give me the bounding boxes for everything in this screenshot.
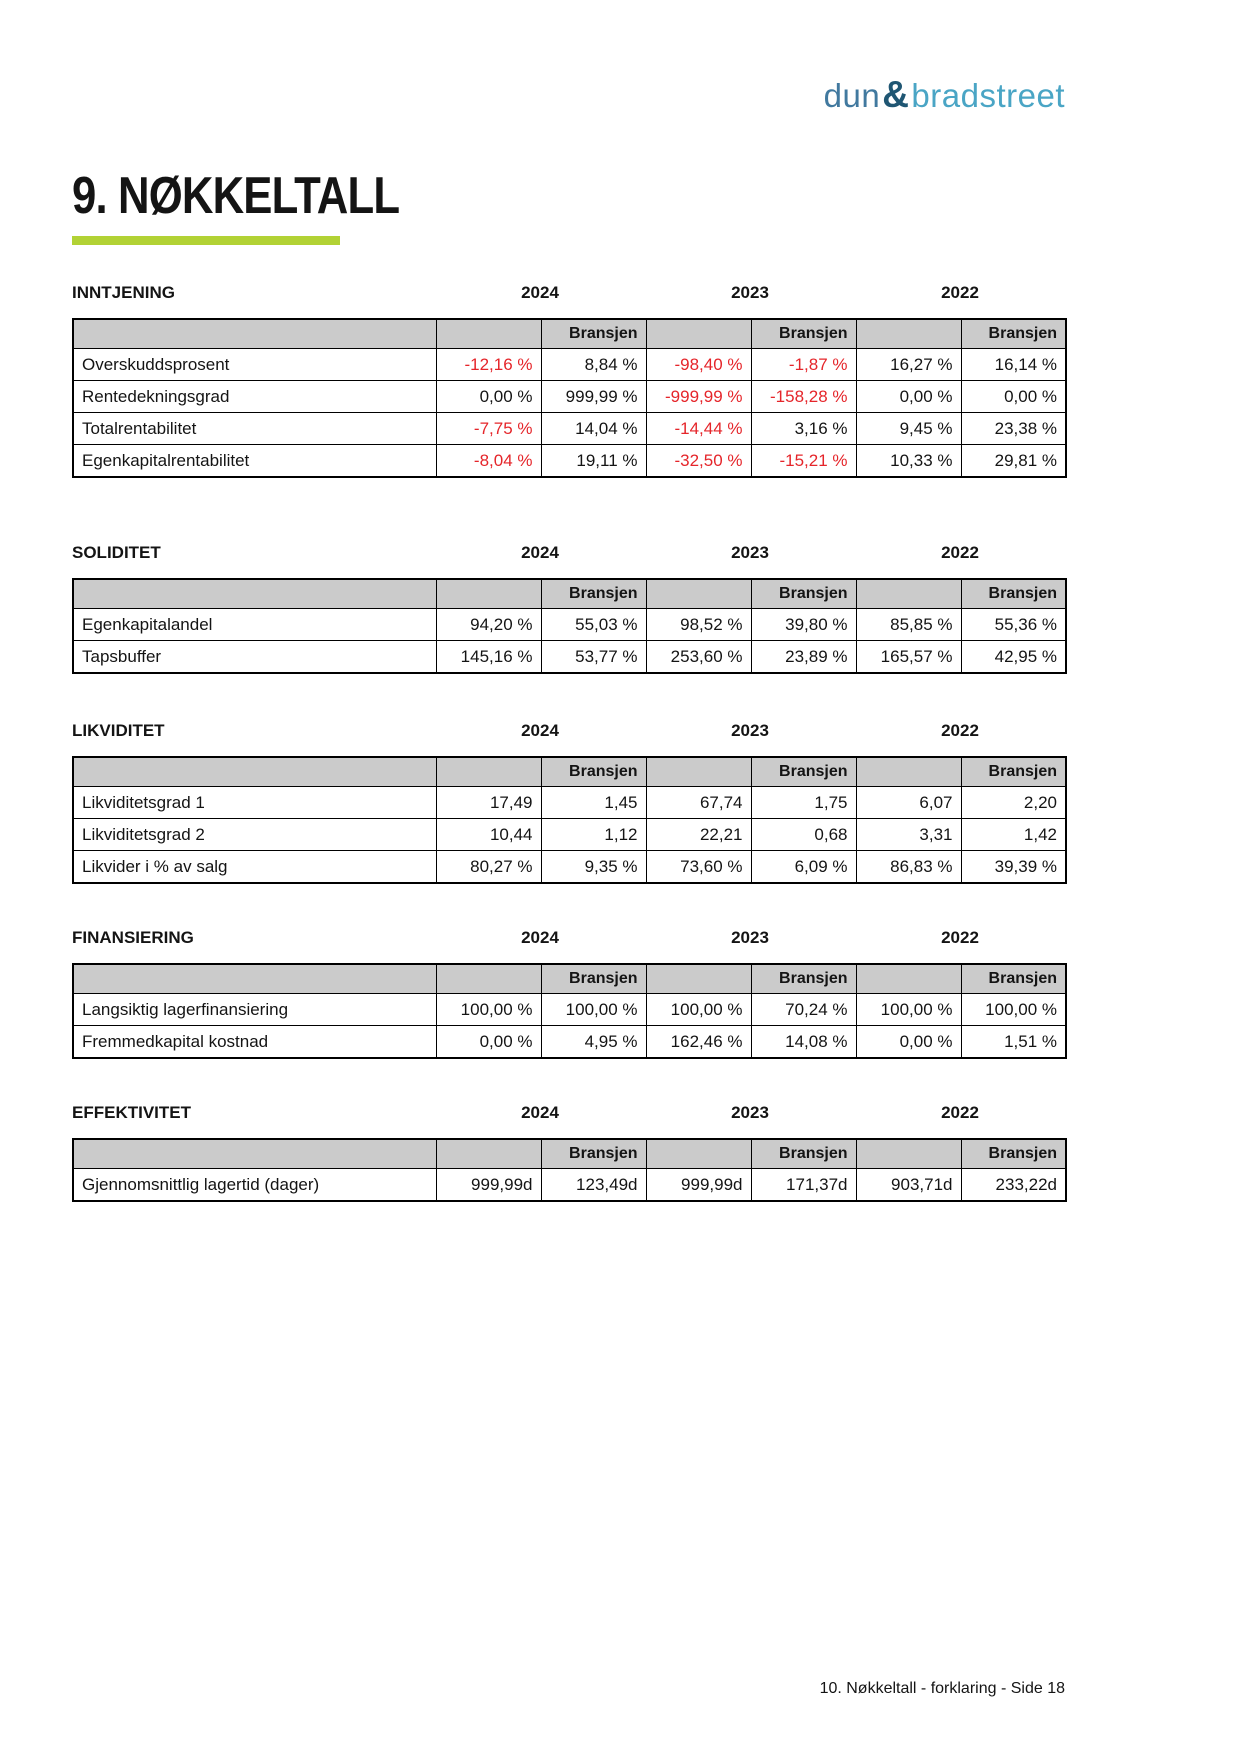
- value-cell: 1,75: [751, 787, 856, 819]
- section-header: [72, 543, 1065, 567]
- bransjen-header-cell: Bransjen: [751, 964, 856, 994]
- empty-header-cell: [646, 319, 751, 349]
- table-subheader-row: [73, 579, 1066, 609]
- value-cell: 171,37d: [751, 1169, 856, 1202]
- kpi-table: [72, 318, 1067, 478]
- bransjen-header-cell: Bransjen: [541, 1139, 646, 1169]
- table-subheader-row: [73, 964, 1066, 994]
- bransjen-header-cell: Bransjen: [541, 579, 646, 609]
- metric-label-cell: Rentedekningsgrad: [73, 381, 436, 413]
- value-cell: 9,35 %: [541, 851, 646, 884]
- empty-header-cell: [856, 319, 961, 349]
- table-row: [73, 641, 1066, 674]
- value-cell: 100,00 %: [856, 994, 961, 1026]
- section-header: [72, 1103, 1065, 1127]
- year-label: 2024: [521, 721, 559, 740]
- metric-label-cell: Likviditetsgrad 1: [73, 787, 436, 819]
- value-cell: 14,04 %: [541, 413, 646, 445]
- value-cell: 253,60 %: [646, 641, 751, 674]
- year-label: 2023: [731, 721, 769, 740]
- value-cell: 0,00 %: [856, 381, 961, 413]
- empty-header-cell: [436, 319, 541, 349]
- title-accent-bar: [72, 236, 340, 245]
- table-row: [73, 445, 1066, 478]
- table-row: [73, 349, 1066, 381]
- empty-header-cell: [856, 1139, 961, 1169]
- year-label: 2023: [731, 1103, 769, 1122]
- table-row: [73, 609, 1066, 641]
- value-cell: 100,00 %: [646, 994, 751, 1026]
- value-cell: -15,21 %: [751, 445, 856, 478]
- section-header: [72, 928, 1065, 952]
- empty-header-cell: [73, 964, 436, 994]
- section-soliditet: [72, 543, 1065, 674]
- metric-label-cell: Overskuddsprosent: [73, 349, 436, 381]
- value-cell: 100,00 %: [961, 994, 1066, 1026]
- value-cell: 70,24 %: [751, 994, 856, 1026]
- value-cell: 0,68: [751, 819, 856, 851]
- value-cell: -14,44 %: [646, 413, 751, 445]
- year-label: 2022: [941, 1103, 979, 1122]
- value-cell: 1,45: [541, 787, 646, 819]
- value-cell: 1,12: [541, 819, 646, 851]
- section-effektivitet: [72, 1103, 1065, 1202]
- kpi-table: [72, 578, 1067, 674]
- section-title: SOLIDITET: [72, 543, 161, 562]
- empty-header-cell: [646, 964, 751, 994]
- bransjen-header-cell: Bransjen: [751, 757, 856, 787]
- value-cell: 0,00 %: [436, 381, 541, 413]
- value-cell: 29,81 %: [961, 445, 1066, 478]
- bransjen-header-cell: Bransjen: [961, 579, 1066, 609]
- value-cell: 39,80 %: [751, 609, 856, 641]
- year-label: 2023: [731, 928, 769, 947]
- bransjen-header-cell: Bransjen: [541, 757, 646, 787]
- value-cell: 39,39 %: [961, 851, 1066, 884]
- logo-ampersand-icon: &: [882, 74, 910, 115]
- table-row: [73, 994, 1066, 1026]
- value-cell: 23,89 %: [751, 641, 856, 674]
- value-cell: 1,42: [961, 819, 1066, 851]
- year-label: 2022: [941, 543, 979, 562]
- bransjen-header-cell: Bransjen: [751, 319, 856, 349]
- empty-header-cell: [856, 757, 961, 787]
- empty-header-cell: [646, 757, 751, 787]
- empty-header-cell: [73, 579, 436, 609]
- value-cell: 23,38 %: [961, 413, 1066, 445]
- value-cell: 53,77 %: [541, 641, 646, 674]
- empty-header-cell: [436, 757, 541, 787]
- table-row: [73, 1169, 1066, 1202]
- value-cell: 162,46 %: [646, 1026, 751, 1059]
- metric-label-cell: Likviditetsgrad 2: [73, 819, 436, 851]
- value-cell: 98,52 %: [646, 609, 751, 641]
- value-cell: -32,50 %: [646, 445, 751, 478]
- metric-label-cell: Totalrentabilitet: [73, 413, 436, 445]
- empty-header-cell: [73, 757, 436, 787]
- metric-label-cell: Gjennomsnittlig lagertid (dager): [73, 1169, 436, 1202]
- table-row: [73, 819, 1066, 851]
- metric-label-cell: Langsiktig lagerfinansiering: [73, 994, 436, 1026]
- year-label: 2022: [941, 721, 979, 740]
- value-cell: -999,99 %: [646, 381, 751, 413]
- value-cell: 100,00 %: [541, 994, 646, 1026]
- value-cell: 3,16 %: [751, 413, 856, 445]
- year-label: 2024: [521, 543, 559, 562]
- table-row: [73, 787, 1066, 819]
- value-cell: 999,99d: [436, 1169, 541, 1202]
- value-cell: 6,09 %: [751, 851, 856, 884]
- empty-header-cell: [436, 579, 541, 609]
- value-cell: 2,20: [961, 787, 1066, 819]
- empty-header-cell: [73, 319, 436, 349]
- table-row: [73, 413, 1066, 445]
- bransjen-header-cell: Bransjen: [961, 757, 1066, 787]
- metric-label-cell: Egenkapitalandel: [73, 609, 436, 641]
- value-cell: -7,75 %: [436, 413, 541, 445]
- value-cell: 4,95 %: [541, 1026, 646, 1059]
- empty-header-cell: [436, 964, 541, 994]
- value-cell: 22,21: [646, 819, 751, 851]
- value-cell: 73,60 %: [646, 851, 751, 884]
- value-cell: 165,57 %: [856, 641, 961, 674]
- value-cell: -8,04 %: [436, 445, 541, 478]
- kpi-table: [72, 963, 1067, 1059]
- value-cell: 0,00 %: [961, 381, 1066, 413]
- value-cell: 67,74: [646, 787, 751, 819]
- table-row: [73, 381, 1066, 413]
- table-row: [73, 851, 1066, 884]
- value-cell: 3,31: [856, 819, 961, 851]
- section-header: [72, 721, 1065, 745]
- empty-header-cell: [646, 1139, 751, 1169]
- empty-header-cell: [646, 579, 751, 609]
- section-title: INNTJENING: [72, 283, 175, 302]
- section-inntjening: [72, 283, 1065, 478]
- table-subheader-row: [73, 757, 1066, 787]
- value-cell: -158,28 %: [751, 381, 856, 413]
- value-cell: 10,33 %: [856, 445, 961, 478]
- section-title: EFFEKTIVITET: [72, 1103, 191, 1122]
- metric-label-cell: Egenkapitalrentabilitet: [73, 445, 436, 478]
- value-cell: 0,00 %: [856, 1026, 961, 1059]
- section-likviditet: [72, 721, 1065, 884]
- empty-header-cell: [856, 579, 961, 609]
- value-cell: 8,84 %: [541, 349, 646, 381]
- value-cell: 6,07: [856, 787, 961, 819]
- value-cell: 999,99 %: [541, 381, 646, 413]
- year-label: 2024: [521, 1103, 559, 1122]
- value-cell: 42,95 %: [961, 641, 1066, 674]
- section-finansiering: [72, 928, 1065, 1059]
- value-cell: 1,51 %: [961, 1026, 1066, 1059]
- value-cell: 85,85 %: [856, 609, 961, 641]
- year-label: 2022: [941, 283, 979, 302]
- value-cell: 999,99d: [646, 1169, 751, 1202]
- bransjen-header-cell: Bransjen: [751, 1139, 856, 1169]
- value-cell: 14,08 %: [751, 1026, 856, 1059]
- value-cell: 16,27 %: [856, 349, 961, 381]
- value-cell: 55,36 %: [961, 609, 1066, 641]
- value-cell: 86,83 %: [856, 851, 961, 884]
- empty-header-cell: [436, 1139, 541, 1169]
- dnb-logo: [824, 74, 1065, 116]
- section-header: [72, 283, 1065, 307]
- table-row: [73, 1026, 1066, 1059]
- bransjen-header-cell: Bransjen: [751, 579, 856, 609]
- value-cell: 233,22d: [961, 1169, 1066, 1202]
- logo-bradstreet: bradstreet: [911, 77, 1065, 114]
- value-cell: -12,16 %: [436, 349, 541, 381]
- empty-header-cell: [73, 1139, 436, 1169]
- metric-label-cell: Fremmedkapital kostnad: [73, 1026, 436, 1059]
- value-cell: 94,20 %: [436, 609, 541, 641]
- section-title: LIKVIDITET: [72, 721, 165, 740]
- year-label: 2023: [731, 283, 769, 302]
- year-label: 2022: [941, 928, 979, 947]
- bransjen-header-cell: Bransjen: [961, 319, 1066, 349]
- kpi-table: [72, 756, 1067, 884]
- table-subheader-row: [73, 319, 1066, 349]
- logo-dun: dun: [823, 77, 881, 114]
- value-cell: 17,49: [436, 787, 541, 819]
- year-label: 2023: [731, 543, 769, 562]
- metric-label-cell: Likvider i % av salg: [73, 851, 436, 884]
- value-cell: -98,40 %: [646, 349, 751, 381]
- section-title: FINANSIERING: [72, 928, 194, 947]
- value-cell: 100,00 %: [436, 994, 541, 1026]
- year-label: 2024: [521, 283, 559, 302]
- value-cell: 9,45 %: [856, 413, 961, 445]
- bransjen-header-cell: Bransjen: [541, 319, 646, 349]
- empty-header-cell: [856, 964, 961, 994]
- value-cell: -1,87 %: [751, 349, 856, 381]
- bransjen-header-cell: Bransjen: [961, 964, 1066, 994]
- kpi-table: [72, 1138, 1067, 1202]
- bransjen-header-cell: Bransjen: [961, 1139, 1066, 1169]
- value-cell: 16,14 %: [961, 349, 1066, 381]
- value-cell: 903,71d: [856, 1169, 961, 1202]
- metric-label-cell: Tapsbuffer: [73, 641, 436, 674]
- value-cell: 0,00 %: [436, 1026, 541, 1059]
- value-cell: 10,44: [436, 819, 541, 851]
- year-label: 2024: [521, 928, 559, 947]
- bransjen-header-cell: Bransjen: [541, 964, 646, 994]
- value-cell: 19,11 %: [541, 445, 646, 478]
- value-cell: 145,16 %: [436, 641, 541, 674]
- value-cell: 123,49d: [541, 1169, 646, 1202]
- value-cell: 55,03 %: [541, 609, 646, 641]
- page-title: 9. NØKKELTALL: [72, 167, 400, 225]
- table-subheader-row: [73, 1139, 1066, 1169]
- page-footer: 10. Nøkkeltall - forklaring - Side 18: [819, 1680, 1065, 1697]
- value-cell: 80,27 %: [436, 851, 541, 884]
